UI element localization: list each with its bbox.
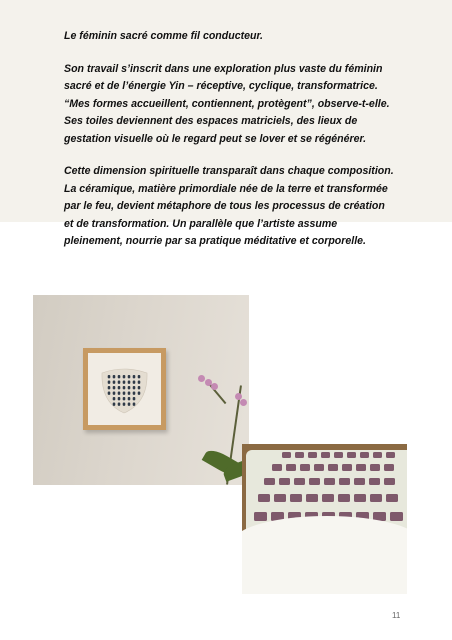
vessel-dot: [118, 381, 121, 384]
ceramic-tile: [369, 478, 380, 485]
orchid-flower: [198, 375, 205, 382]
ceramic-tile: [272, 464, 282, 471]
vessel-dot: [138, 392, 141, 395]
vessel-dot: [133, 392, 136, 395]
vessel-dot: [123, 381, 126, 384]
ceramic-tile: [290, 494, 302, 502]
ceramic-tile: [370, 464, 380, 471]
ceramic-tile: [384, 464, 394, 471]
ceramic-tile: [306, 494, 318, 502]
artwork-frame: [83, 348, 166, 430]
ceramic-tile: [386, 494, 398, 502]
ceramic-tile: [373, 452, 382, 458]
vessel-dot: [138, 375, 141, 378]
vessel-dot: [118, 397, 121, 400]
page-number: 11: [392, 611, 401, 620]
vessel-dot: [108, 381, 111, 384]
ceramic-tile: [322, 494, 334, 502]
ceramic-plaster-base: [242, 516, 407, 594]
artwork-canvas: [88, 353, 161, 425]
vessel-dot: [133, 403, 136, 406]
vessel-dot: [113, 381, 116, 384]
ceramic-tile: [370, 494, 382, 502]
ceramic-tile: [309, 478, 320, 485]
ceramic-tile: [386, 452, 395, 458]
vessel-dot: [108, 386, 111, 389]
vessel-dot: [118, 403, 121, 406]
ceramic-tile: [324, 478, 335, 485]
ceramic-tile: [274, 494, 286, 502]
ceramic-tile: [342, 464, 352, 471]
vessel-dot: [128, 392, 131, 395]
vessel-dot: [123, 392, 126, 395]
paragraph-2: Cette dimension spirituelle transparaît dans chaque composition. La céramique, matière primordiale née de la terre et transformée par le feu, devient métaphore de tous les processus de création et de transformation. Un parallèle que l’artiste assume pleinement, nourrie par sa pratique méditative et corporelle.: [64, 165, 394, 247]
vessel-dot: [113, 375, 116, 378]
vessel-dot: [128, 403, 131, 406]
ceramic-tile: [347, 452, 356, 458]
ceramic-tile: [308, 452, 317, 458]
vessel-dot: [123, 403, 126, 406]
vessel-dot: [113, 392, 116, 395]
artwork-vessel-illustration: [88, 353, 161, 425]
ceramic-tile: [282, 452, 291, 458]
ceramic-tile: [279, 478, 290, 485]
ceramic-tile: [286, 464, 296, 471]
vessel-dot: [133, 375, 136, 378]
vessel-dot: [133, 397, 136, 400]
vessel-dot: [128, 381, 131, 384]
vessel-dot: [118, 392, 121, 395]
vessel-dot: [138, 381, 141, 384]
ceramic-tile: [258, 494, 270, 502]
ceramic-tile: [354, 478, 365, 485]
ceramic-tile: [294, 478, 305, 485]
ceramic-tile: [354, 494, 366, 502]
orchid-flower: [240, 399, 247, 406]
ceramic-tile: [384, 478, 395, 485]
ceramic-tile: [314, 464, 324, 471]
ceramic-tile: [328, 464, 338, 471]
vessel-dot: [108, 392, 111, 395]
vessel-dot: [113, 386, 116, 389]
vessel-dot: [133, 386, 136, 389]
vessel-dot: [113, 403, 116, 406]
vessel-dot: [118, 386, 121, 389]
orchid-flower: [211, 383, 218, 390]
vessel-dot: [118, 375, 121, 378]
vessel-dot: [128, 386, 131, 389]
vessel-dot: [108, 375, 111, 378]
ceramic-tile: [390, 512, 403, 521]
vessel-dot: [128, 397, 131, 400]
ceramic-tile: [334, 452, 343, 458]
ceramic-tile: [339, 478, 350, 485]
vessel-dot: [138, 386, 141, 389]
vessel-dot: [123, 375, 126, 378]
ceramic-tile: [254, 512, 267, 521]
vessel-dot: [133, 381, 136, 384]
ceramic-tile: [338, 494, 350, 502]
vessel-dot: [113, 397, 116, 400]
ceramic-tile: [321, 452, 330, 458]
vessel-dot: [123, 386, 126, 389]
vessel-dot: [128, 375, 131, 378]
photo-framed-artwork: [33, 295, 249, 485]
ceramic-tile: [300, 464, 310, 471]
paragraph-1: Son travail s’inscrit dans une exploration plus vaste du féminin sacré et de l’énergie Yin – réceptive, cyclique, transformatrice. “Mes formes accueillent, contiennent, protègent”, observe-t-elle. Ses toiles deviennent des espaces matriciels, des lieux de gestation visuelle où le regard peut se lover et se régénérer.: [64, 62, 390, 145]
ceramic-tile: [295, 452, 304, 458]
photo-ceramic-detail: [242, 444, 407, 594]
article-text: [64, 28, 394, 266]
vessel-dot: [123, 397, 126, 400]
section-heading: Le féminin sacré comme fil conducteur.: [64, 30, 263, 42]
ceramic-tile: [360, 452, 369, 458]
ceramic-tile: [264, 478, 275, 485]
ceramic-tile: [356, 464, 366, 471]
